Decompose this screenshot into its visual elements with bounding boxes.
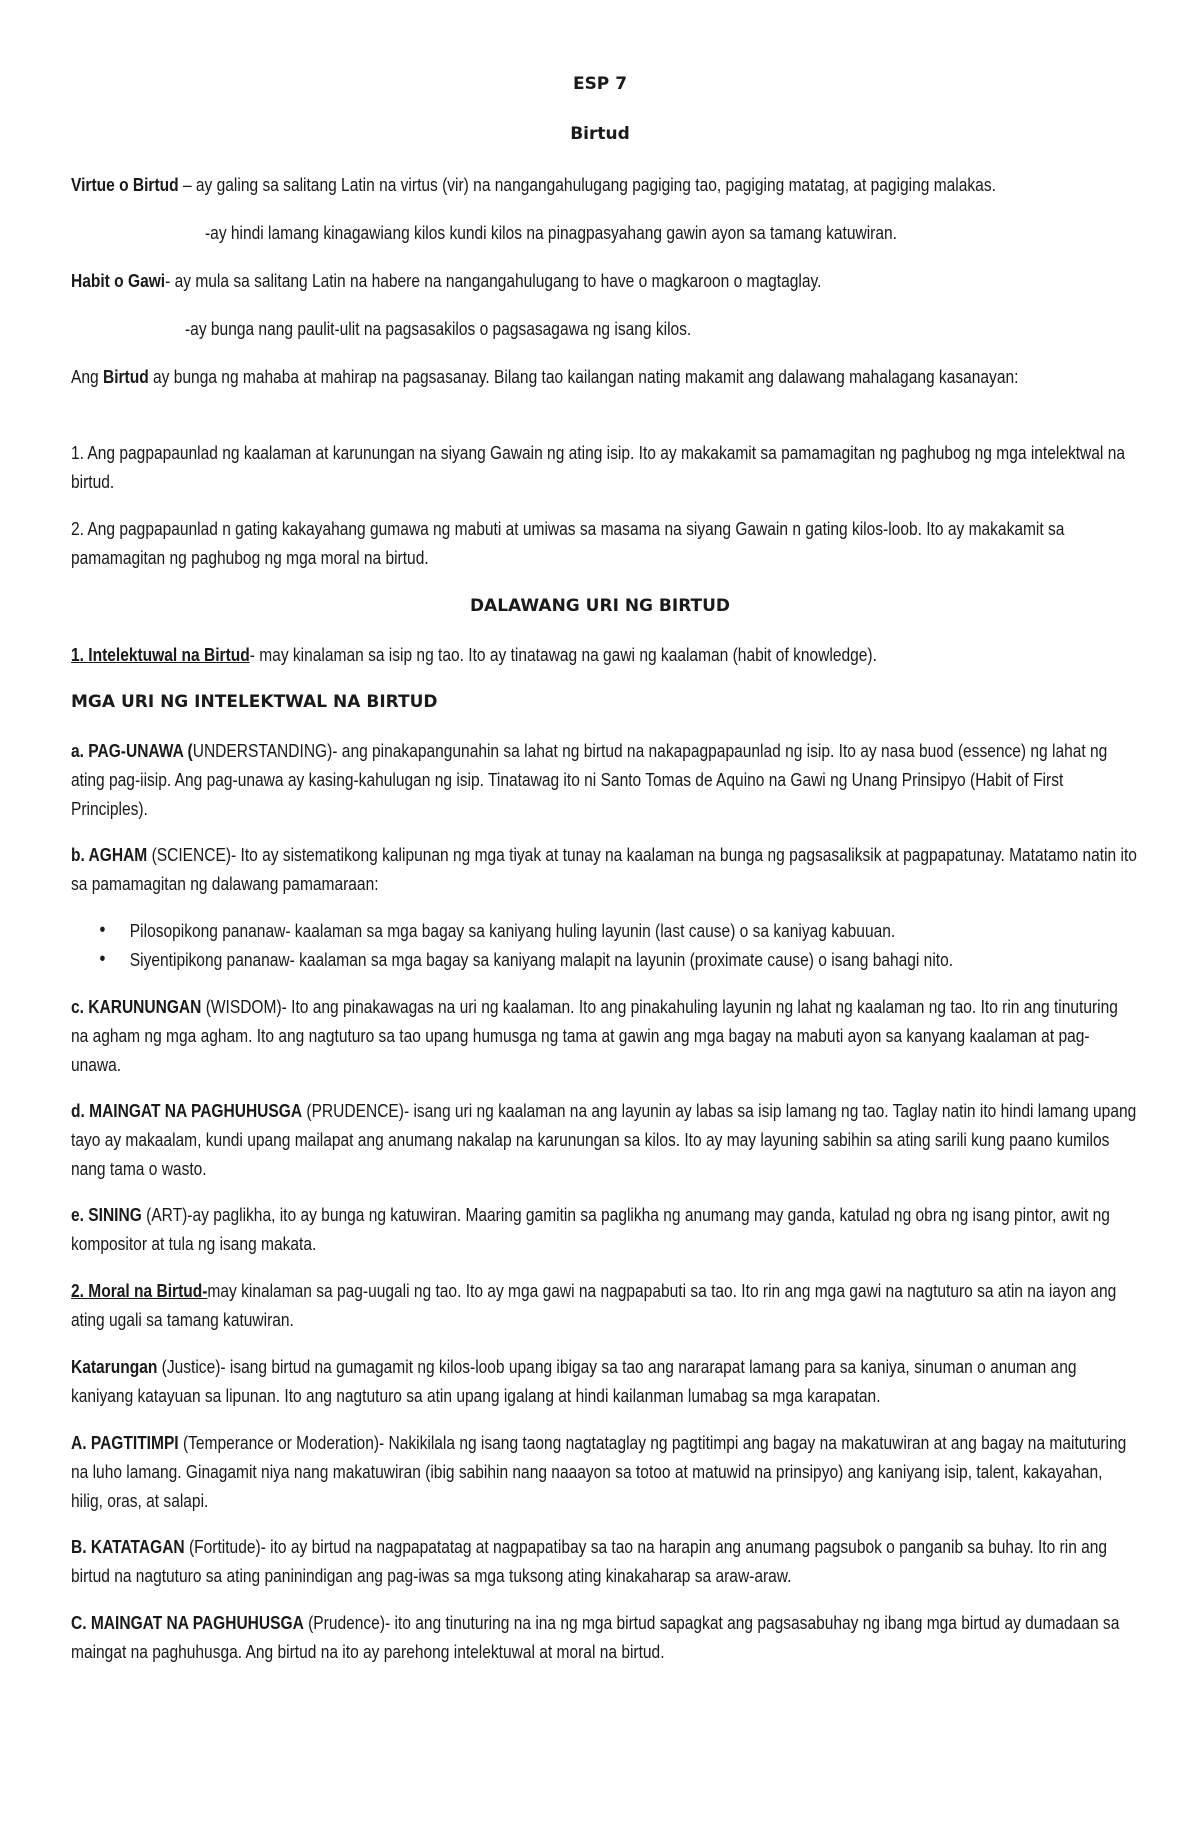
bullet-item: • Pilosopikong pananaw- kaalaman sa mga bagay sa kaniyang huling layunin (last cause) o sa kaniyag kabuuan. [71, 916, 1138, 945]
intelektuwal-term: 1. Intelektuwal na Birtud [71, 644, 250, 665]
kasanayan-item-1: 1. Ang pagpapaunlad ng kaalaman at karunungan na siyang Gawain ng ating isip. Ito ay makakamit sa pamamagitan ng paghubog ng mga intelektwal na birtud. [71, 442, 1125, 492]
birtud-intro-paragraph: Ang Birtud ay bunga ng mahaba at mahirap na pagsasanay. Bilang tao kailangan nating makamit ang dalawang mahalagang kasanayan: [71, 366, 1019, 387]
habit-term: Habit o Gawi [71, 270, 166, 291]
prudence-paragraph: C. MAINGAT NA PAGHUHUSGA (Prudence)- ito ang tinuturing na ina ng mga birtud sapagkat ang pagsasabuhay ng ibang mga birtud ay dumadaan sa maingat na paghuhusga. Ang birtud na ito ay parehong intelektuwal at moral na birtud. [71, 1612, 1120, 1662]
pag-unawa-paragraph: a. PAG-UNAWA (UNDERSTANDING)- ang pinakapangunahin sa lahat ng birtud na nakapagpapaunlad ng isip. Ito ay nasa buod (essence) ng lahat ng ating pag-iisip. Ang pag-unawa ay kasing-kahulugan ng isip. Tinatawag ito ni Santo Tomas de Aquino na Gawi ng Unang Prinsipyo (Habit of First Principles). [71, 740, 1108, 819]
pagtitimpi-paragraph: A. PAGTITIMPI (Temperance or Moderation)- Nakikilala ng isang taong nagtataglay ng pagtitimpi ang bagay na makatuwiran at ang bagay na maituturing na luho lamang. Ginagamit niya nang makatuwiran (ibig sabihin nang naaayon sa totoo at matuwid na prinsipyo) ang kaniyang isip, talent, kakayahan, hilig, oras, at salapi. [71, 1432, 1127, 1511]
agham-paragraph: b. AGHAM (SCIENCE)- Ito ay sistematikong kalipunan ng mga tiyak at tunay na kaalaman na bunga ng pagsasaliksik at pagpapatunay. Matatamo natin ito sa pamamagitan ng dalawang pamamaraan: [71, 844, 1137, 894]
kasanayan-item-2: 2. Ang pagpapaunlad n gating kakayahang gumawa ng mabuti at umiwas sa masama na siyang Gawain n gating kilos-loob. Ito ay makakamit sa pamamagitan ng paghubog ng mga moral na birtud. [71, 518, 1065, 568]
section-heading: DALAWANG URI NG BIRTUD [469, 596, 731, 616]
maingat-paghuhusga-paragraph: d. MAINGAT NA PAGHUHUSGA (PRUDENCE)- isang uri ng kaalaman na ang layunin ay labas sa isip lamang ng tao. Taglay natin ito hindi lamang upang tayo ay makaalam, kundi upang mailapat ang anumang nakalap na karunungan sa kilos. Ito ay may layuning sabihin sa ating sarili kung paano kumilos nang tama o wasto. [71, 1100, 1137, 1179]
intelektuwal-birtud: 1. Intelektuwal na Birtud- may kinalaman sa isip ng tao. Ito ay tinatawag na gawi ng kaalaman (habit of knowledge). [71, 644, 877, 665]
virtue-def-text: – ay galing sa salitang Latin na virtus (vir) na nangangahulugang pagiging tao, pagiging matatag, at pagiging malakas. [178, 174, 996, 195]
katatagan-paragraph: B. KATATAGAN (Fortitude)- ito ay birtud na nagpapatatag at nagpapatibay sa tao na harapin ang anumang pagsubok o panganib sa buhay. Ito rin ang birtud na nagtuturo sa ating paninindigan ang pag-iwas sa mga tuksong ating kinakaharap sa araw-araw. [71, 1536, 1108, 1586]
karunungan-paragraph: c. KARUNUNGAN (WISDOM)- Ito ang pinakawagas na uri ng kaalaman. Ito ang pinakahuling layunin ng lahat ng kaalaman ng tao. Ito rin ang tinuturing na agham ng mga agham. Ito ang nagtuturo sa tao upang humusga ng tama at gawin ang mga bagay na mabuti ayon sa kanyang kaalaman at pag-unawa. [71, 996, 1118, 1075]
birtud-word: Birtud [102, 366, 149, 387]
katarungan-paragraph: Katarungan (Justice)- isang birtud na gumagamit ng kilos-loob upang ibigay sa tao ang nararapat lamang para sa kaniya, sinuman o anuman ang kaniyang katayuan sa lipunan. Ito ang nagtuturo sa atin upang igalang at hindi kailanman lumabag sa mga karapatan. [71, 1356, 1077, 1406]
habit-def-text: - ay mula sa salitang Latin na habere na nangangahulugang to have o magkaroon o magtaglay. [165, 270, 822, 291]
moral-birtud-paragraph: 2. Moral na Birtud-may kinalaman sa pag-uugali ng tao. Ito ay mga gawi na nagpapabuti sa tao. Ito rin ang mga gawi na nagtuturo sa atin na iayon ang ating ugali sa tamang katuwiran. [71, 1280, 1117, 1330]
mga-uri-heading: MGA URI NG INTELEKTWAL NA BIRTUD [71, 692, 438, 712]
agham-bullets [71, 916, 1141, 974]
bullet-item: • Siyentipikong pananaw- kaalaman sa mga bagay sa kaniyang malapit na layunin (proximate cause) o isang bahagi nito. [71, 945, 1138, 974]
sining-paragraph: e. SINING (ART)-ay paglikha, ito ay bunga ng katuwiran. Maaring gamitin sa paglikha ng anumang may ganda, katulad ng obra ng isang pintor, awit ng kompositor at tula ng isang makata. [71, 1204, 1110, 1254]
course-title: ESP 7 [572, 74, 628, 94]
habit-definition-2: -ay bunga nang paulit-ulit na pagsasakilos o pagsasagawa ng isang kilos. [185, 318, 692, 339]
habit-definition [71, 266, 1141, 295]
virtue-definition [71, 170, 1141, 199]
virtue-definition-2: -ay hindi lamang kinagawiang kilos kundi kilos na pinagpasyahang gawin ayon sa tamang katuwiran. [205, 222, 897, 243]
virtue-term: Virtue o Birtud [71, 174, 179, 195]
moral-term: 2. Moral na Birtud- [71, 1280, 208, 1301]
document-title: Birtud [570, 124, 630, 144]
